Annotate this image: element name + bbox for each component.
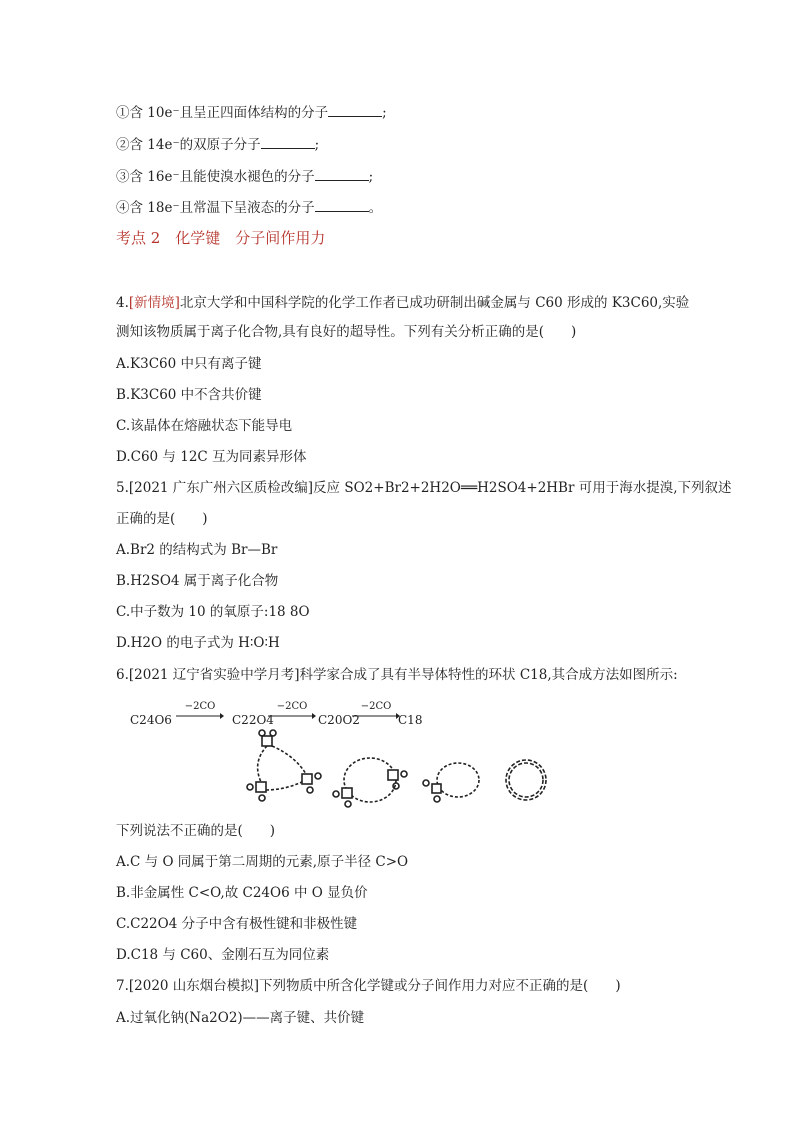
molecular-structures-figure (240, 728, 550, 828)
q3-item-2: ②含 14e⁻的双原子分子 ; (116, 137, 320, 153)
q5-stem-line1: 5.[2021 广东广州六区质检改编]反应 SO2+Br2+2H2O══H2SO4+2HBr 可用于海水提溴,下列叙述 (116, 480, 732, 496)
q5-option-a: A.Br2 的结构式为 Br—Br (116, 542, 278, 558)
q3-item-4: ④含 18e⁻且常温下呈液态的分子 。 (116, 200, 383, 216)
answer-blank (315, 168, 369, 181)
q6-option-a: A.C 与 O 同属于第二周期的元素,原子半径 C>O (116, 854, 409, 870)
q4-option-a: A.K3C60 中只有离子键 (116, 356, 262, 372)
q5-option-b: B.H2SO4 属于离子化合物 (116, 573, 279, 589)
section-heading: 考点 2 化学键 分子间作用力 (116, 229, 326, 247)
q4-option-b: B.K3C60 中不含共价键 (116, 387, 262, 403)
c24o6-structure (247, 730, 321, 801)
q5-option-c: C.中子数为 10 的氧原子:18 8O (116, 604, 310, 620)
q6-option-b: B.非金属性 C<O,故 C24O6 中 O 显负价 (116, 885, 368, 901)
answer-blank (328, 104, 382, 117)
q6-option-c: C.C22O4 分子中含有极性键和非极性键 (116, 916, 358, 932)
species-c24o6: C24O6 (130, 713, 172, 727)
answer-blank (315, 199, 369, 212)
q5-option-d: D.H2O 的电子式为 H∶O∶H (116, 635, 280, 651)
q6-option-d: D.C18 与 C60、金刚石互为同位素 (116, 947, 330, 963)
document-page: ①含 10e⁻且呈正四面体结构的分子 ; ②含 14e⁻的双原子分子 ; ③含 16e⁻且能使溴水褪色的分子 ; ④含 18e⁻且常温下呈液态的分子 。 考点 2 化学键 分子间作用力 4.[新情境]北京大学和中国科学院的化学工作者已成功研制出碱金属与 C60 形成的 K3C60,实验 测知该物质属于离子化合物,具有良好的超导性。下列有关分析正确的是( ) A.K3C60 中只有离子键 B.K3C60 中不含共价键 C.该晶体在熔融状态下能导电 D.C60 与 12C 互为同素异形体 5.[2021 广东广州六区质检改编]反应 SO2+Br2+2H2O══H2SO4+2HBr 可用于海水提溴,下列叙述 正确的是( ) A.Br2 的结构式为 Br—Br B.H2SO4 属于离子化合物 C.中子数为 10 的氧原子:18 8O D.H2O 的电子式为 H∶O∶H 6.[2021 辽宁省实验中学月考]科学家合成了具有半导体特性的环状 C18,其合成方法如图所示: C24O6 −2CO C22O4 −2CO C20O2 −2CO C18 下列说法不正确的是( ) A.C 与 O 同属于第二周期的元素,原子半径 C>O B.非金属性 C<O,故 C24O6 中 O 显负价 C.C22O4 分子中含有极性键和非极性键 D.C18 与 C60、金刚石互为同位素 7.[2020 山东烟台模拟]下列物质中所含化学键或分子间作用力对应不正确的是( ) A.过氧化钠(Na2O2)——离子键、共价键 (116, 105, 732, 1026)
c18-structure (506, 760, 546, 800)
c22o4-structure (333, 758, 407, 807)
answer-blank (261, 136, 315, 149)
c20o2-structure (423, 763, 479, 802)
new-context-tag: [新情境] (128, 295, 180, 311)
q3-item-1: ①含 10e⁻且呈正四面体结构的分子 ; (116, 105, 387, 121)
q4-option-c: C.该晶体在熔融状态下能导电 (116, 418, 293, 434)
q4-stem-line2: 测知该物质属于离子化合物,具有良好的超导性。下列有关分析正确的是( ) (116, 324, 577, 340)
q6-stem: 6.[2021 辽宁省实验中学月考]科学家合成了具有半导体特性的环状 C18,其合成方法如图所示: (116, 667, 678, 683)
q7-stem: 7.[2020 山东烟台模拟]下列物质中所含化学键或分子间作用力对应不正确的是( ) (116, 978, 621, 994)
species-c22o4: C22O4 (232, 713, 274, 727)
q4-option-d: D.C60 与 12C 互为同素异形体 (116, 449, 307, 465)
q7-option-a: A.过氧化钠(Na2O2)——离子键、共价键 (116, 1010, 365, 1026)
species-c18: C18 (398, 713, 423, 727)
q4-stem-line1: 4.[新情境]北京大学和中国科学院的化学工作者已成功研制出碱金属与 C60 形成的 K3C60,实验 (116, 295, 690, 311)
q3-item-3: ③含 16e⁻且能使溴水褪色的分子 ; (116, 169, 374, 185)
q5-stem-line2: 正确的是( ) (116, 511, 208, 527)
q6-prompt: 下列说法不正确的是( ) (116, 823, 276, 839)
species-c20o2: C20O2 (318, 713, 360, 727)
